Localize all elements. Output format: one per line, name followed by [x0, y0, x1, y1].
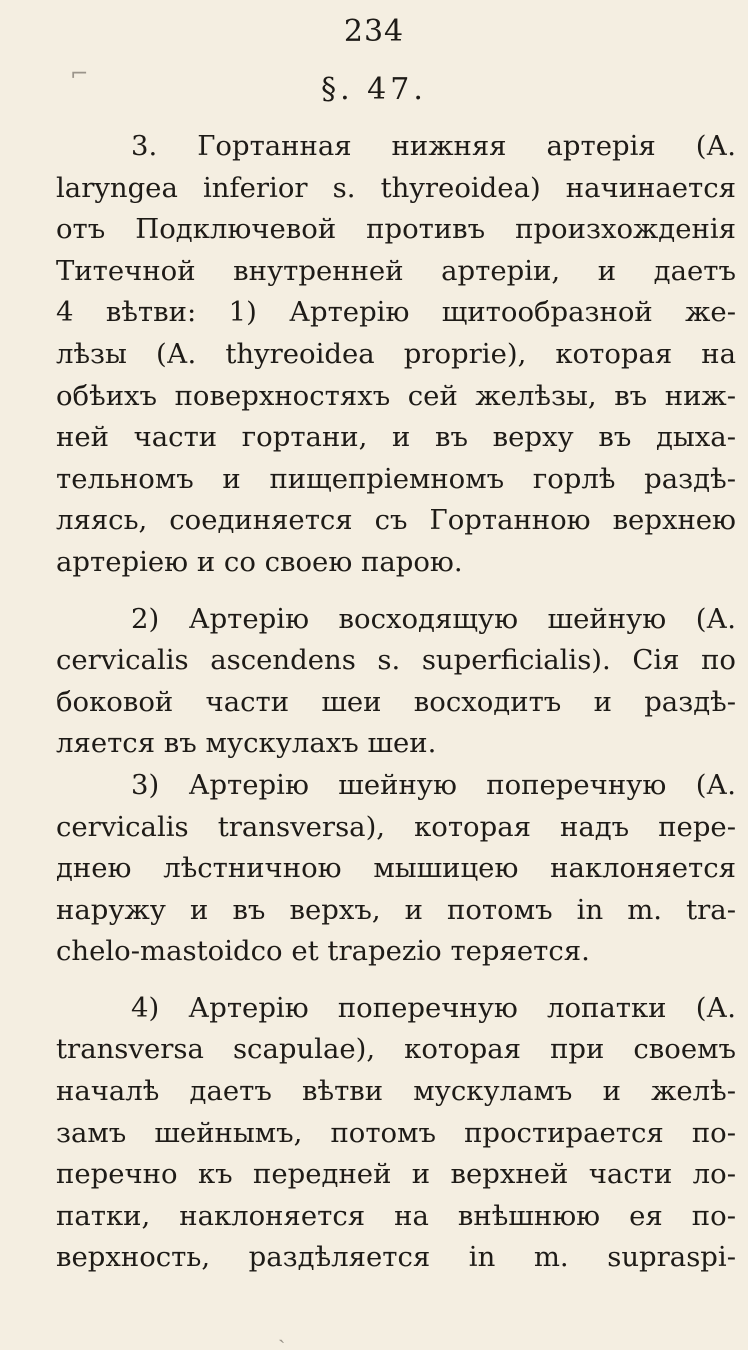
text-line: началѣ даетъ вѣтви мускуламъ и желѣ- [56, 1075, 736, 1108]
text-line: боковой части шеи восходитъ и раздѣ- [56, 685, 736, 718]
body-text [56, 126, 736, 1294]
text-line: Титечной внутренней артеріи, и даетъ [56, 254, 736, 287]
text-line: 3) Артерію шейную поперечную (А. [131, 768, 736, 801]
text-line: cervicalis transversa), которая надъ пере- [56, 810, 736, 843]
text-line: перечно къ передней и верхней части ло- [56, 1158, 736, 1191]
text-line: cervicalis ascendens s. superficialis). Сія по [56, 644, 736, 677]
text-line: тельномъ и пищепріемномъ горлѣ раздѣ- [56, 462, 736, 495]
text-line: днею лѣстничною мышицею наклоняется [56, 852, 736, 885]
text-line: 3. Гортанная нижняя артерія (А. [131, 130, 736, 162]
text-line: лѣзы (А. thyreoidea proprie), которая на [56, 337, 736, 370]
paragraph-4 [56, 988, 736, 1279]
text-line: laryngea inferior s. thyreoidea) начинается [56, 171, 736, 204]
text-line: отъ Подключевой противъ произхожденія [56, 213, 736, 246]
text-line: 4) Артерію поперечную лопатки (А. [131, 991, 736, 1024]
text-line: обѣихъ поверхностяхъ сей желѣзы, въ ниж- [56, 379, 736, 412]
text-line: патки, наклоняется на внѣшнюю ея по- [56, 1199, 736, 1232]
text-line: 4 вѣтви: 1) Артерію щитообразной же- [56, 296, 736, 329]
text-line: transversa scapulae), которая при своемъ [56, 1033, 736, 1066]
section-heading: §. 47. [321, 72, 427, 107]
text-line: 2) Артерію восходящую шейную (А. [131, 602, 736, 635]
text-line: верхность, раздѣляется in m. supraspi- [56, 1241, 736, 1274]
ink-mark: ˎ [278, 1319, 286, 1344]
text-line: ляется въ мускулахъ шеи. [56, 727, 437, 760]
text-line: артеріею и со своею парою. [56, 545, 463, 578]
paragraph-1 [56, 126, 736, 584]
page-number: 234 [343, 14, 405, 49]
text-line: ляясь, соединяется съ Гортанною верхнею [56, 504, 736, 537]
text-line: chelo-mastoidco et trapezio теряется. [56, 935, 590, 968]
text-line: замъ шейнымъ, потомъ простирается по- [56, 1116, 736, 1149]
text-line: ней части гортани, и въ верху въ дыха- [56, 421, 736, 454]
paragraph-2 [56, 599, 736, 765]
text-line: наружу и въ верхъ, и потомъ in m. tra- [56, 893, 736, 926]
paragraph-3 [56, 765, 736, 973]
ink-mark: ⌐ [70, 62, 89, 87]
